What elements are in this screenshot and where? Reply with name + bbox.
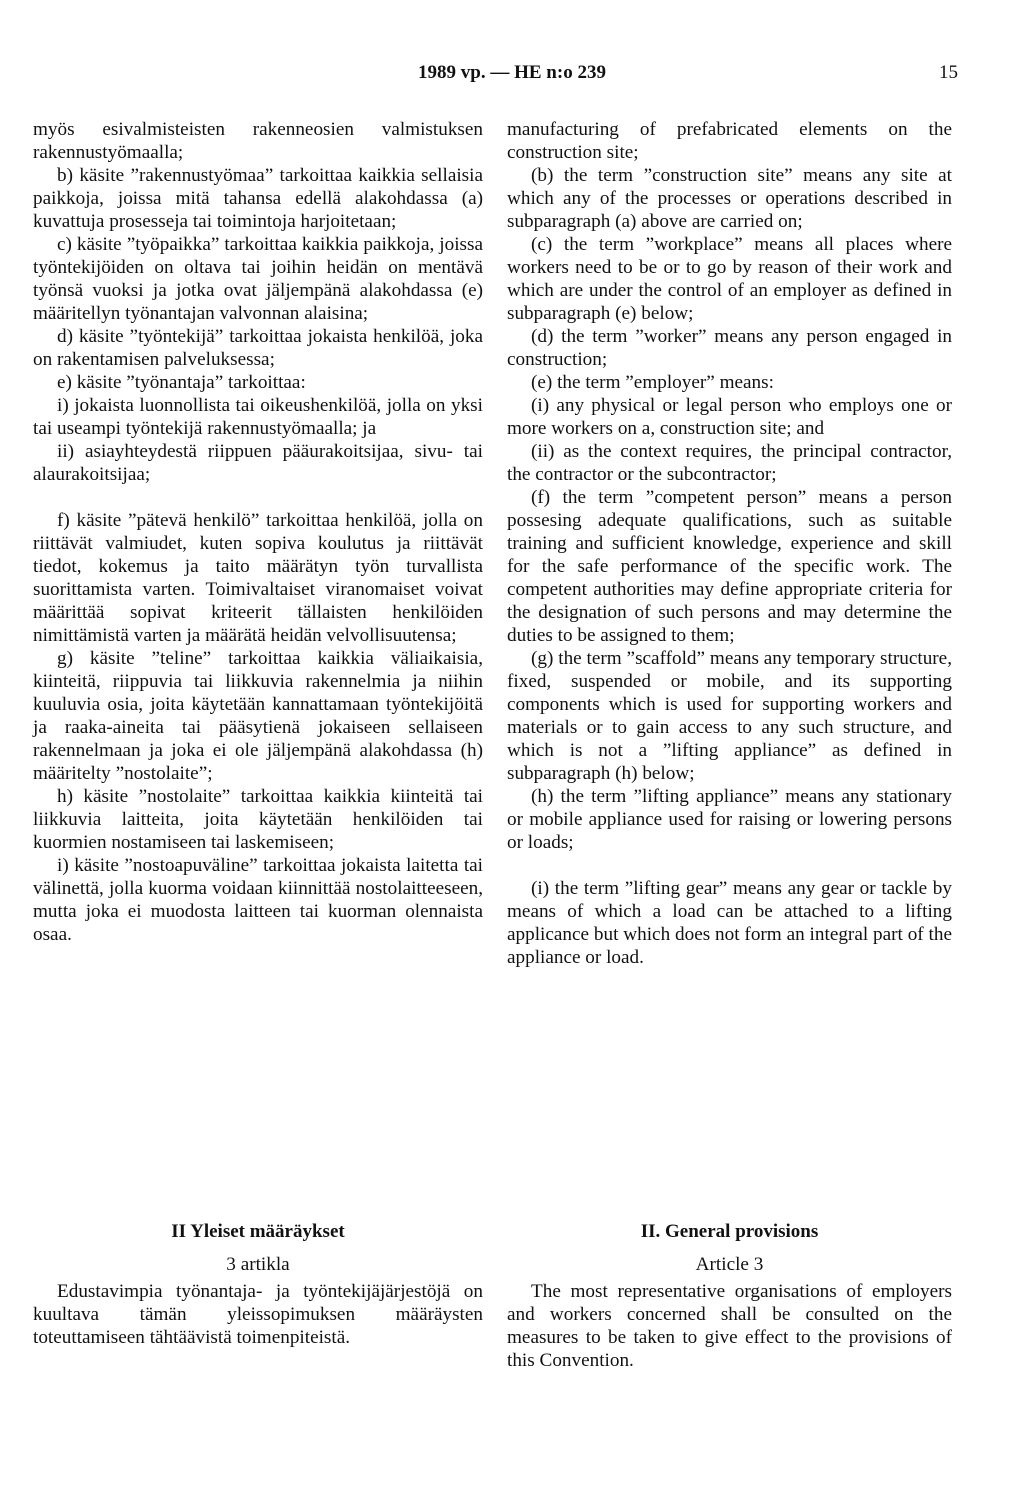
finnish-column: [33, 118, 483, 946]
en-paragraph-i: (i) the term ”lifting gear” means any gear or tackle by means of which a load can be attached to a lifting applicance but which does not form an integral part of the appliance or load.: [507, 878, 952, 968]
spacer: [33, 486, 483, 509]
fi-paragraph-f: f) käsite ”pätevä henkilö” tarkoittaa henkilöä, jolla on riittävät valmiudet, kuten sopiva koulutus ja riittävät tiedot, kokemus ja taito määrätyn työn turvallista suorittamista varten. Toimivaltaiset viranomaiset voivat määrittää sopivat kriteerit tällaisten henkilöiden nimittämistä varten ja määrätä heidän velvollisuutensa;: [33, 510, 483, 646]
fi-article-label: 3 artikla: [226, 1254, 290, 1275]
finnish-section-ii: [33, 1218, 483, 1349]
fi-paragraph-e-ii: ii) asiayhteydestä riippuen pääurakoitsijaa, sivu- tai alaurakoitsijaa;: [33, 441, 483, 485]
fi-paragraph-h: h) käsite ”nostolaite” tarkoittaa kaikkia kiinteitä tai liikkuvia laitteita, joita käytetään henkilöiden tai kuormien nostamiseen tai laskemiseen;: [33, 786, 483, 853]
english-section-ii: [507, 1218, 952, 1372]
spacer: [507, 854, 952, 877]
en-paragraph-e: (e) the term ”employer” means:: [531, 372, 774, 393]
fi-section-title: II Yleiset määräykset: [171, 1221, 345, 1242]
fi-paragraph-a-end: myös esivalmisteisten rakenneosien valmistuksen rakennustyömaalla;: [33, 119, 483, 163]
fi-paragraph-c: c) käsite ”työpaikka” tarkoittaa kaikkia paikkoja, joissa työntekijöiden on oltava tai joihin heidän on mentävä työnsä vuoksi ja jotka ovat jäljempänä alakohdassa (e) määritellyn työnantajan valvonnan alaisina;: [33, 234, 483, 324]
en-paragraph-a-end: manufacturing of prefabricated elements on the construction site;: [507, 119, 952, 163]
fi-paragraph-g: g) käsite ”teline” tarkoittaa kaikkia väliaikaisia, kiinteitä, riippuvia tai liikkuvia rakennelmia ja niihin kuuluvia osia, joita käytetään kannattamaan työntekijöitä ja raaka-aineita tai pääsytienä jokaiseen sellaiseen rakennelmaan ja joka ei ole jäljempänä alakohdassa (h) määritelty ”nostolaite”;: [33, 648, 483, 784]
en-article-3-text: The most representative organisations of employers and workers concerned shall be consulted on the measures to be taken to give effect to the provisions of this Convention.: [507, 1281, 952, 1371]
en-article-label: Article 3: [695, 1254, 764, 1275]
en-paragraph-d: (d) the term ”worker” means any person engaged in construction;: [507, 326, 952, 370]
page-number: 15: [939, 62, 958, 83]
en-section-title: II. General provisions: [640, 1221, 819, 1242]
fi-paragraph-e-i: i) jokaista luonnollista tai oikeushenkilöä, jolla on yksi tai useampi työntekijä rakennustyömaalla; ja: [33, 395, 483, 439]
fi-paragraph-b: b) käsite ”rakennustyömaa” tarkoittaa kaikkia sellaisia paikkoja, joissa mitä tahansa edellä alakohdassa (a) kuvattuja prosesseja tai toimintoja harjoitetaan;: [33, 165, 483, 232]
fi-paragraph-e: e) käsite ”työnantaja” tarkoittaa:: [57, 372, 306, 393]
en-paragraph-b: (b) the term ”construction site” means any site at which any of the processes or operations described in subparagraph (a) above are carried on;: [507, 165, 952, 232]
page-header: [0, 62, 1024, 90]
fi-paragraph-i: i) käsite ”nostoapuväline” tarkoittaa jokaista laitetta tai välinettä, jolla kuorma voidaan kiinnittää nostolaitteeseen, mutta joka ei muodosta laitteen tai kuorman olennaista osaa.: [33, 855, 483, 945]
en-paragraph-f: (f) the term ”competent person” means a person possesing adequate qualifications, such as suitable training and sufficient knowledge, experience and skill for the safe performance of the specific work. The competent authorities may define appropriate criteria for the designation of such persons and may determine the duties to be assigned to them;: [507, 487, 952, 646]
en-paragraph-c: (c) the term ”workplace” means all places where workers need to be or to go by reason of their work and which are under the control of an employer as defined in subparagraph (e) below;: [507, 234, 952, 324]
english-column: [507, 118, 952, 969]
fi-paragraph-d: d) käsite ”työntekijä” tarkoittaa jokaista henkilöä, joka on rakentamisen palveluksessa;: [33, 326, 483, 370]
document-reference: 1989 vp. — HE n:o 239: [418, 62, 606, 83]
en-paragraph-e-i: (i) any physical or legal person who employs one or more workers on a, construction site; and: [507, 395, 952, 439]
en-paragraph-g: (g) the term ”scaffold” means any temporary structure, fixed, suspended or mobile, and its supporting components which is used for supporting workers and materials or to gain access to any such structure, and which is not a ”lifting appliance” as defined in subparagraph (h) below;: [507, 648, 952, 784]
en-paragraph-e-ii: (ii) as the context requires, the principal contractor, the contractor or the subcontractor;: [507, 441, 952, 485]
fi-article-3-text: Edustavimpia työnantaja- ja työntekijäjärjestöjä on kuultava tämän yleissopimuksen määräysten toteuttamiseen tähtäävistä toimenpiteistä.: [33, 1281, 483, 1348]
en-paragraph-h: (h) the term ”lifting appliance” means any stationary or mobile appliance used for raising or lowering persons or loads;: [507, 786, 952, 853]
